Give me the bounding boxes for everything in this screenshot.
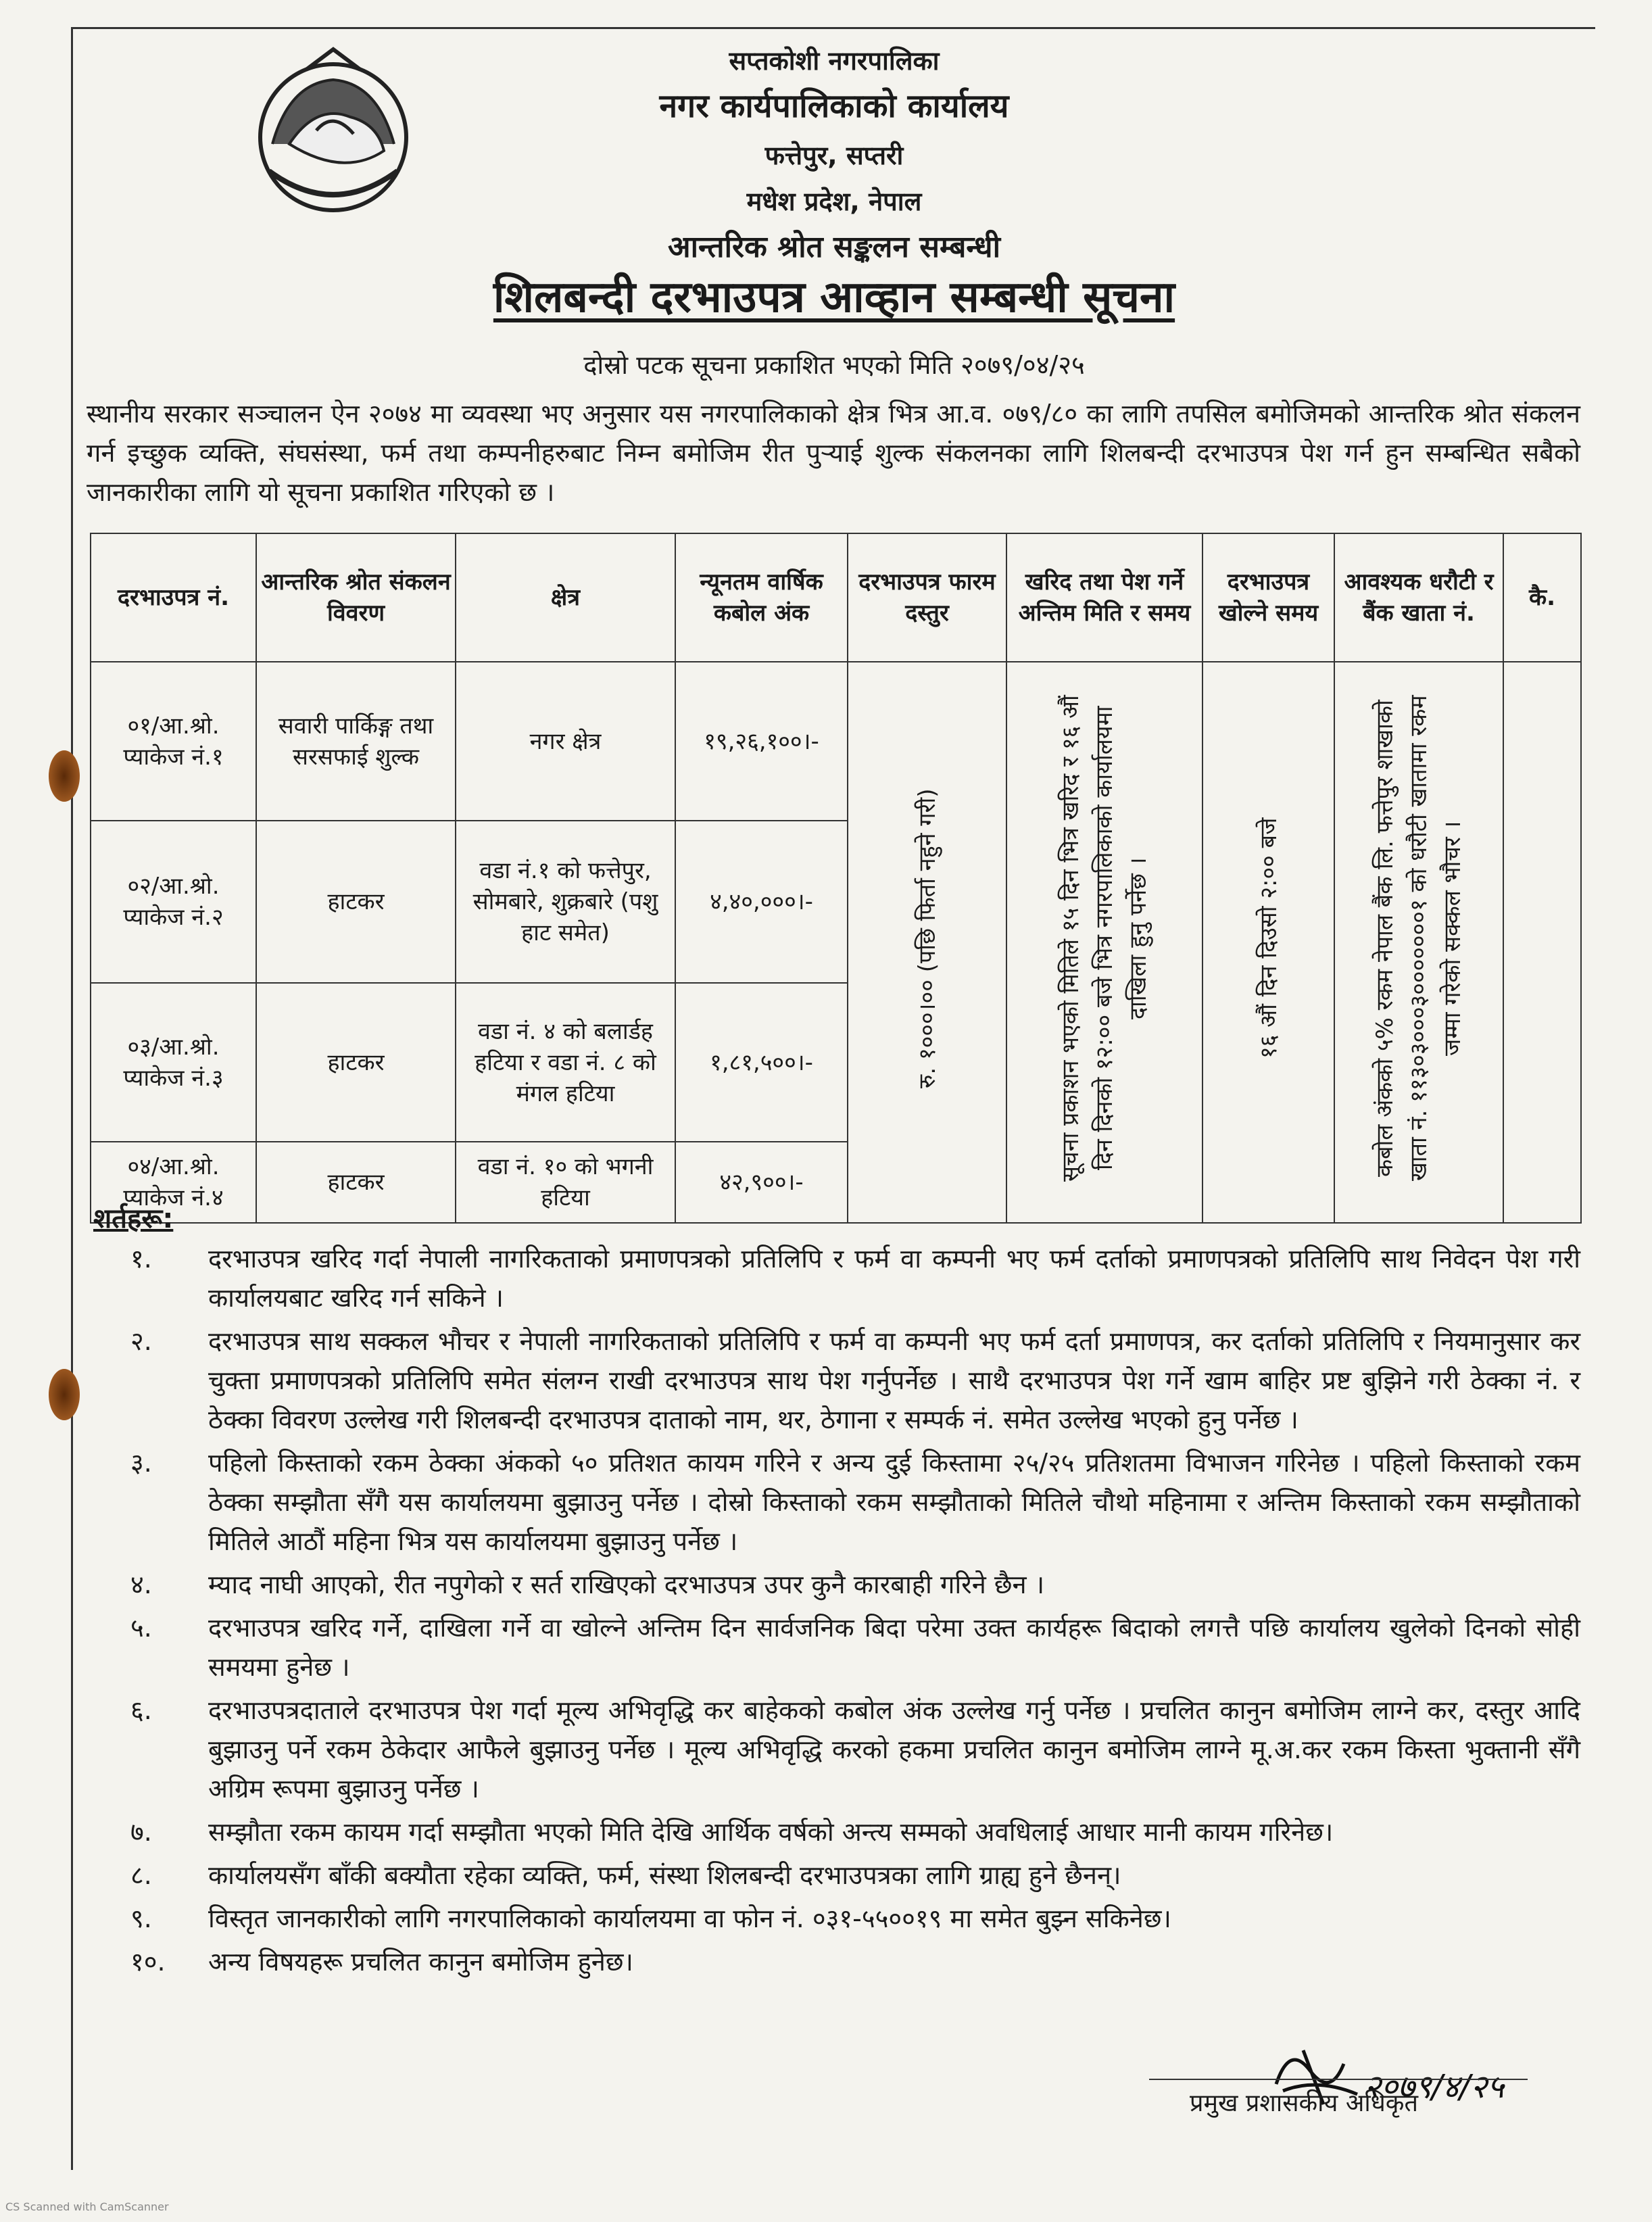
cell-source: सवारी पार्किङ्ग तथा सरसफाई शुल्क xyxy=(256,662,456,821)
term-text: विस्तृत जानकारीको लागि नगरपालिकाको कार्यालयमा वा फोन नं. ०३१-५५००१९ मा समेत बुझ्न सकिनेछ। xyxy=(208,1904,1171,1933)
table-row xyxy=(91,662,1581,821)
term-text: दरभाउपत्र खरिद गर्ने, दाखिला गर्ने वा खोल्ने अन्तिम दिन सार्वजनिक बिदा परेमा उक्त कार्यहरू बिदाको लगत्तै पछि कार्यालय खुलेको दिनको सोही समयमा हुनेछ । xyxy=(208,1613,1580,1682)
tender-table xyxy=(90,533,1582,1224)
term-text: अन्य विषयहरू प्रचलित कानुन बमोजिम हुनेछ। xyxy=(208,1947,633,1977)
list-item xyxy=(93,1856,1580,1895)
intro-paragraph: स्थानीय सरकार सञ्चालन ऐन २०७४ मा व्यवस्था भए अनुसार यस नगरपालिकाको क्षेत्र भित्र आ.व. ०७९/८० का लागि तपसिल बमोजिमको आन्तरिक श्रोत संकलन गर्न इच्छुक व्यक्ति, संघसंस्था, फर्म तथा कम्पनीहरुबाट निम्न बमोजिम रीत पुऱ्याई शुल्क संकलनका लागि शिलबन्दी दरभाउपत्र पेश गर्न हुन सम्बन्धित सबैको जानकारीका लागि यो सूचना प्रकाशित गरिएको छ । xyxy=(87,399,1580,507)
deposit-text: कबोल अंकको ५% रकम नेपाल बैंक लि. फत्तेपुर शाखाको खाता नं. ११३०३०००३०००००००१ को धरौटी खातामा रकम जम्मा गरेको सक्कल भौचर । xyxy=(1371,695,1466,1182)
term-number: ६. xyxy=(130,1695,152,1725)
municipality-name: सप्तकोशी नगरपालिका xyxy=(729,46,940,76)
cell-amount: १,८१,५००।- xyxy=(675,983,848,1142)
term-text: सम्झौता रकम कायम गर्दा सम्झौता भएको मिति देखि आर्थिक वर्षको अन्त्य सम्मको अवधिलाई आधार मानी कायम गरिनेछ। xyxy=(208,1817,1334,1847)
term-number: ८. xyxy=(130,1860,152,1890)
cell-deadline xyxy=(1006,662,1202,1223)
term-text: पहिलो किस्ताको रकम ठेक्का अंकको ५० प्रतिशत कायम गरिने र अन्य दुई किस्तामा २५/२५ प्रतिशतमा विभाजन गरिनेछ । पहिलो किस्ताको रकम ठेक्का सम्झौता सँगै यस कार्यालयमा बुझाउनु पर्नेछ । दोस्रो किस्ताको रकम सम्झौताको मितिले चौथो महिनामा र अन्तिम किस्ताको रकम सम्झौताको मितिले आठौं महिना भित्र यस कार्यालयमा बुझाउनु पर्नेछ । xyxy=(208,1448,1580,1556)
col-header-area: क्षेत्र xyxy=(456,533,675,662)
cell-amount: १९,२६,१००।- xyxy=(675,662,848,821)
list-item xyxy=(93,1608,1580,1687)
col-header-remarks: कै. xyxy=(1503,533,1581,662)
terms-list xyxy=(93,1239,1580,1985)
notice-title: शिलबन्दी दरभाउपत्र आव्हान सम्बन्धी सूचना xyxy=(493,272,1175,322)
cell-tender-no: ०२/आ.श्रो. प्याकेज नं.२ xyxy=(91,821,256,983)
list-item xyxy=(93,1942,1580,1981)
signatory-title: प्रमुख प्रशासकीय अधिकृत xyxy=(1190,2090,1418,2117)
col-header-deposit: आवश्यक धरौटी र बैंक खाता नं. xyxy=(1334,533,1503,662)
list-item xyxy=(93,1443,1580,1561)
cell-remarks xyxy=(1503,662,1581,1223)
col-header-opening: दरभाउपत्र खोल्ने समय xyxy=(1202,533,1334,662)
form-fee-text: रु. १०००।०० (पछि फिर्ता नहुने गरी) xyxy=(913,788,941,1088)
notice-page xyxy=(71,27,1595,2170)
cell-area: वडा नं. १० को भगनी हटिया xyxy=(456,1142,675,1223)
term-number: १०. xyxy=(130,1947,166,1977)
list-item xyxy=(93,1691,1580,1808)
cell-area: वडा नं. ४ को बलार्डह हटिया र वडा नं. ८ को मंगल हटिया xyxy=(456,983,675,1142)
term-number: २. xyxy=(130,1326,152,1356)
cell-area: नगर क्षेत्र xyxy=(456,662,675,821)
term-number: ९. xyxy=(130,1904,152,1933)
term-number: ३. xyxy=(130,1448,152,1478)
cell-source: हाटकर xyxy=(256,821,456,983)
term-text: कार्यालयसँग बाँकी बक्यौता रहेका व्यक्ति, फर्म, संस्था शिलबन्दी दरभाउपत्रका लागि ग्राह्य हुने छैनन्। xyxy=(208,1860,1121,1890)
table-header-row xyxy=(91,533,1581,662)
cell-deposit xyxy=(1334,662,1503,1223)
col-header-deadline: खरिद तथा पेश गर्ने अन्तिम मिति र समय xyxy=(1006,533,1202,662)
cell-tender-no: ०४/आ.श्रो. प्याकेज नं.४ xyxy=(91,1142,256,1223)
punch-hole xyxy=(49,1369,80,1420)
cell-amount: ४२,९००।- xyxy=(675,1142,848,1223)
term-text: दरभाउपत्र साथ सक्कल भौचर र नेपाली नागरिकताको प्रतिलिपि र फर्म वा कम्पनी भए फर्म दर्ता प्रमाणपत्र, कर दर्ताको प्रतिलिपि र नियमानुसार कर चुक्ता प्रमाणपत्रको प्रतिलिपि समेत संलग्न राखी दरभाउपत्र साथ पेश गर्नुपर्नेछ । साथै दरभाउपत्र पेश गर्ने खाम बाहिर प्रष्ट बुझिने गरी ठेक्का नं. र ठेक्का विवरण उल्लेख गरी शिलबन्दी दरभाउपत्र दाताको नाम, थर, ठेगाना र सम्पर्क नं. समेत उल्लेख भएको हुनु पर्नेछ । xyxy=(208,1326,1580,1434)
col-header-source: आन्तरिक श्रोत संकलन विवरण xyxy=(256,533,456,662)
term-text: म्याद नाघी आएको, रीत नपुगेको र सर्त राखिएको दरभाउपत्र उपर कुनै कारबाही गरिने छैन । xyxy=(208,1570,1045,1599)
cell-form-fee xyxy=(848,662,1006,1223)
scanner-watermark: CS Scanned with CamScanner xyxy=(5,2200,169,2213)
cell-source: हाटकर xyxy=(256,1142,456,1223)
published-date: दोस्रो पटक सूचना प्रकाशित भएको मिति २०७९/०४/२५ xyxy=(583,350,1085,380)
province: मधेश प्रदेश, नेपाल xyxy=(746,187,922,216)
list-item xyxy=(93,1239,1580,1318)
deadline-text: सूचना प्रकाशन भएको मितिले १५ दिन भित्र खरिद र १६ औं दिन दिनको १२:०० बजे भित्र नगरपालिकाको कार्यालयमा दाखिला हुनु पर्नेछ । xyxy=(1057,695,1152,1182)
term-number: ७. xyxy=(130,1817,152,1847)
subject-sub: आन्तरिक श्रोत सङ्कलन सम्बन्धी xyxy=(667,230,1001,264)
terms-heading: शर्तहरू: xyxy=(93,1203,174,1234)
list-item xyxy=(93,1322,1580,1439)
term-text: दरभाउपत्रदाताले दरभाउपत्र पेश गर्दा मूल्य अभिवृद्धि कर बाहेकको कबोल अंक उल्लेख गर्नु पर्नेछ । प्रचलित कानुन बमोजिम लाग्ने कर, दस्तुर आदि बुझाउनु पर्ने रकम ठेकेदार आफैले बुझाउनु पर्नेछ । मूल्य अभिवृद्धि करको हकमा प्रचलित कानुन बमोजिम लाग्ने मू.अ.कर रकम किस्ता भुक्तानी सँगै अग्रिम रूपमा बुझाउनु पर्नेछ । xyxy=(208,1695,1580,1804)
office-name: नगर कार्यपालिकाको कार्यालय xyxy=(659,87,1009,125)
cell-source: हाटकर xyxy=(256,983,456,1142)
signature-date: २०७९/४/२५ xyxy=(1364,2068,1505,2106)
list-item xyxy=(93,1565,1580,1604)
term-text: दरभाउपत्र खरिद गर्दा नेपाली नागरिकताको प्रमाणपत्रको प्रतिलिपि र फर्म वा कम्पनी भए फर्म दर्ताको प्रमाणपत्रको प्रतिलिपि साथ निवेदन पेश गरी कार्यालयबाट खरिद गर्न सकिने । xyxy=(208,1244,1580,1313)
office-location: फत्तेपुर, सप्तरी xyxy=(764,141,904,170)
col-header-form-fee: दरभाउपत्र फारम दस्तुर xyxy=(848,533,1006,662)
signature-line xyxy=(1149,2079,1528,2080)
cell-amount: ४,४०,०००।- xyxy=(675,821,848,983)
cell-area: वडा नं.१ को फत्तेपुर, सोमबारे, शुक्रबारे (पशु हाट समेत) xyxy=(456,821,675,983)
cell-tender-no: ०१/आ.श्रो. प्याकेज नं.१ xyxy=(91,662,256,821)
cell-tender-no: ०३/आ.श्रो. प्याकेज नं.३ xyxy=(91,983,256,1142)
list-item xyxy=(93,1899,1580,1938)
col-header-tender-no: दरभाउपत्र नं. xyxy=(91,533,256,662)
cell-opening xyxy=(1202,662,1334,1223)
opening-text: १६ औं दिन दिउसो २:०० बजे xyxy=(1255,817,1282,1059)
term-number: १. xyxy=(130,1244,152,1274)
term-number: ४. xyxy=(130,1570,152,1599)
col-header-min-amount: न्यूनतम वार्षिक कबोल अंक xyxy=(675,533,848,662)
term-number: ५. xyxy=(130,1613,152,1643)
punch-hole xyxy=(49,750,80,802)
list-item xyxy=(93,1812,1580,1852)
